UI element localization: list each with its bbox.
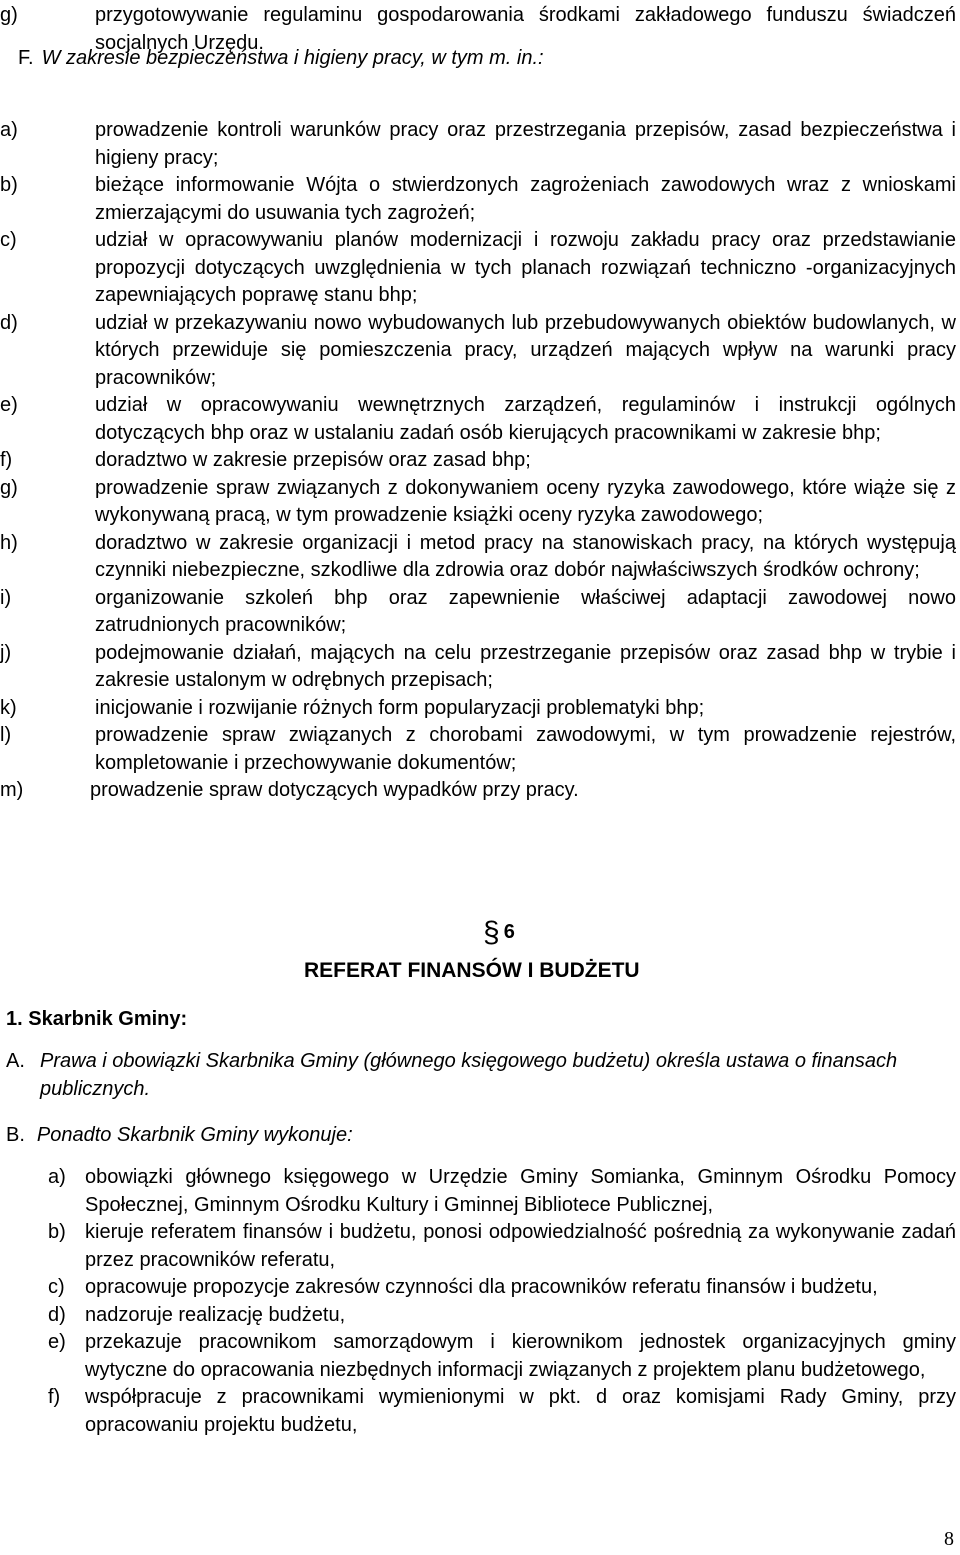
item-label: j) bbox=[0, 641, 12, 664]
item-text: inicjowanie i rozwijanie różnych form popularyzacji problematyki bhp; bbox=[95, 696, 705, 719]
list-item bbox=[50, 1302, 956, 1330]
section-number bbox=[483, 914, 515, 951]
item-text: organizowanie szkoleń bhp oraz zapewnienie właściwej adaptacji zawodowej nowo zatrudnionych pracowników; bbox=[95, 586, 956, 636]
treasurer-duties-list bbox=[50, 1164, 956, 1439]
paragraph-b bbox=[6, 1120, 353, 1150]
item-text: prowadzenie spraw związanych z dokonywaniem oceny ryzyka zawodowego, które wiąże się z wykonywaną pracą, w tym prowadzenie książki oceny ryzyka zawodowego; bbox=[95, 476, 956, 526]
safety-duties-list bbox=[0, 117, 956, 805]
item-label: k) bbox=[0, 696, 17, 719]
list-item bbox=[0, 695, 956, 723]
list-item bbox=[0, 475, 956, 530]
item-label: b) bbox=[0, 174, 18, 196]
list-item bbox=[50, 1329, 956, 1384]
paragraph-a-label: A. bbox=[6, 1050, 25, 1072]
list-item bbox=[0, 777, 956, 805]
list-item bbox=[0, 392, 956, 447]
section-symbol: § bbox=[483, 916, 500, 949]
item-label: g) bbox=[0, 476, 18, 499]
list-item bbox=[0, 722, 956, 777]
list-item bbox=[0, 227, 956, 310]
list-item bbox=[0, 447, 956, 475]
item-label: h) bbox=[0, 531, 18, 554]
item-label: f) bbox=[0, 449, 13, 471]
item-label: e) bbox=[48, 1331, 66, 1353]
item-label: a) bbox=[48, 1166, 66, 1188]
item-text: udział w opracowywaniu planów modernizacji i rozwoju zakładu pracy oraz przedstawianie propozycji dotyczących uwzględnienia w tych planach rozwiązań techniczno -organizacyjnych zapewniających poprawę stanu bhp; bbox=[95, 229, 956, 306]
item-text: podejmowanie działań, mających na celu przestrzeganie przepisów oraz zasad bhp w trybie i zakresie ustalonym w odrębnych przepisach; bbox=[95, 641, 956, 691]
item-text: obowiązki głównego księgowego w Urzędzie Gminy Somianka, Gminnym Ośrodku Pomocy Społecznej, Gminnym Ośrodku Kultury i Gminnej Bibliotece Publicznej, bbox=[85, 1166, 956, 1216]
item-text: doradztwo w zakresie przepisów oraz zasad bhp; bbox=[95, 449, 531, 471]
item-label: i) bbox=[0, 586, 12, 609]
item-label: e) bbox=[0, 394, 18, 416]
section-f-heading bbox=[18, 44, 544, 72]
list-item bbox=[0, 310, 956, 393]
item-label: g) bbox=[0, 4, 18, 26]
item-text: udział w opracowywaniu wewnętrznych zarządzeń, regulaminów i instrukcji ogólnych dotyczących bhp oraz w ustalaniu zadań osób kierujących pracownikami w zakresie bhp; bbox=[95, 394, 956, 444]
item-label: c) bbox=[0, 229, 17, 251]
section-number-value: 6 bbox=[503, 921, 515, 943]
list-item bbox=[50, 1384, 956, 1439]
item-label: c) bbox=[48, 1276, 65, 1298]
item-text: prowadzenie spraw dotyczących wypadków przy pracy. bbox=[90, 779, 579, 801]
item-label: a) bbox=[0, 119, 18, 141]
section-f-text: W zakresie bezpieczeństwa i higieny pracy, w tym m. in.: bbox=[41, 47, 544, 69]
item-text: bieżące informowanie Wójta o stwierdzonych zagrożeniach zawodowych wraz z wnioskami zmierzającymi do usuwania tych zagrożeń; bbox=[95, 174, 956, 224]
list-item bbox=[50, 1164, 956, 1219]
section-f-label: F. bbox=[18, 47, 34, 69]
item-label: l) bbox=[0, 724, 12, 746]
item-text: współpracuje z pracownikami wymienionymi w pkt. d oraz komisjami Rady Gminy, przy opracowaniu projektu budżetu, bbox=[85, 1386, 956, 1436]
list-item bbox=[50, 1274, 956, 1302]
paragraph-b-text: Ponadto Skarbnik Gminy wykonuje: bbox=[36, 1124, 353, 1146]
list-item bbox=[0, 117, 956, 172]
item-text: nadzoruje realizację budżetu, bbox=[85, 1303, 346, 1326]
item-text: prowadzenie spraw związanych z chorobami zawodowymi, w tym prowadzenie rejestrów, kompletowanie i przechowywanie dokumentów; bbox=[95, 724, 956, 774]
list-item bbox=[50, 1219, 956, 1274]
item-text: prowadzenie kontroli warunków pracy oraz przestrzegania przepisów, zasad bezpieczeństwa i higieny pracy; bbox=[95, 119, 956, 169]
list-item bbox=[0, 172, 956, 227]
item-label: d) bbox=[48, 1303, 66, 1326]
list-item bbox=[0, 530, 956, 585]
paragraph-a-text: Prawa i obowiązki Skarbnika Gminy (głównego księgowego budżetu) określa ustawa o finansach publicznych. bbox=[40, 1050, 898, 1100]
section-title: REFERAT FINANSÓW I BUDŻETU bbox=[304, 959, 640, 982]
page-number: 8 bbox=[944, 1528, 954, 1550]
list-item bbox=[0, 640, 956, 695]
list-item bbox=[0, 585, 956, 640]
item-text: opracowuje propozycje zakresów czynności dla pracowników referatu finansów i budżetu, bbox=[85, 1276, 878, 1298]
item-text: kieruje referatem finansów i budżetu, ponosi odpowiedzialność pośrednią za wykonywanie zadań przez pracowników referatu, bbox=[85, 1221, 956, 1271]
item-label: d) bbox=[0, 311, 18, 334]
item-text: doradztwo w zakresie organizacji i metod pracy na stanowiskach pracy, na których występują czynniki niebezpieczne, szkodliwe dla zdrowia oraz dobór najwłaściwszych środków ochrony; bbox=[95, 531, 956, 581]
paragraph-a bbox=[6, 1047, 956, 1103]
item-text: udział w przekazywaniu nowo wybudowanych lub przebudowywanych obiektów budowlanych, w których przewiduje się pomieszczenia pracy, urządzeń mających wpływ na warunki pracy pracowników; bbox=[95, 311, 956, 389]
subheading: 1. Skarbnik Gminy: bbox=[6, 1008, 188, 1030]
item-text: przygotowywanie regulaminu gospodarowania środkami zakładowego funduszu świadczeń socjalnych Urzędu. bbox=[95, 4, 956, 54]
paragraph-b-label: B. bbox=[6, 1124, 25, 1146]
item-label: b) bbox=[48, 1221, 66, 1243]
item-text: przekazuje pracownikom samorządowym i kierownikom jednostek organizacyjnych gminy wytyczne do opracowania niezbędnych informacji związanych z projektem planu budżetowego, bbox=[85, 1331, 956, 1381]
item-label: m) bbox=[0, 779, 24, 801]
item-label: f) bbox=[48, 1386, 61, 1408]
